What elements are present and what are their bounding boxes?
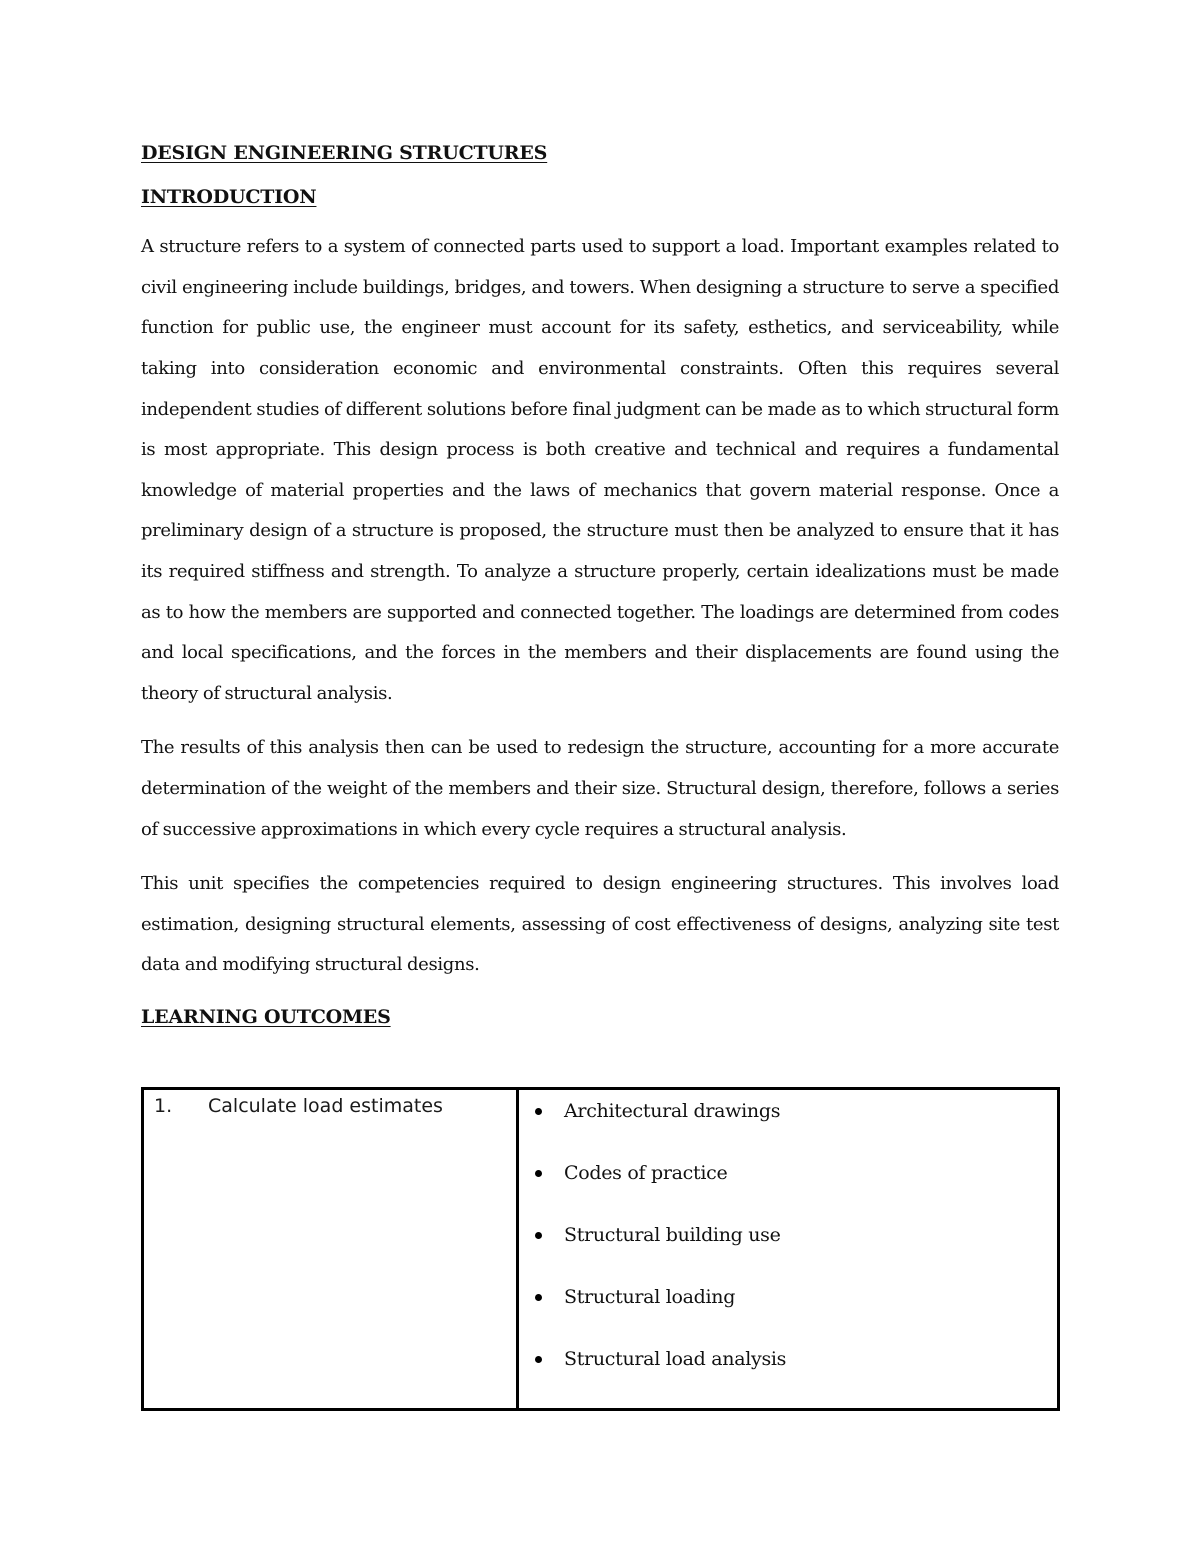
criteria-text: Structural loading (564, 1286, 736, 1308)
outcome-item (144, 1090, 516, 1117)
bullet-icon (535, 1294, 542, 1301)
outcome-number: 1. (154, 1095, 173, 1117)
unit-scope-paragraph: This unit specifies the competencies required to design engineering structures. This involves load estimation, designing structural elements, assessing of cost effectiveness of designs, analyzing site test data and modifying structural designs. (141, 873, 1059, 976)
list-item (533, 1098, 1057, 1160)
list-item (533, 1284, 1057, 1346)
criteria-cell (518, 1089, 1059, 1410)
document-body (141, 140, 1059, 1030)
outcome-cell (143, 1089, 518, 1410)
document-title: DESIGN ENGINEERING STRUCTURES (141, 142, 548, 164)
outcome-text: Calculate load estimates (208, 1095, 443, 1117)
criteria-text: Structural building use (564, 1224, 781, 1246)
introduction-heading: INTRODUCTION (141, 185, 317, 208)
list-item (533, 1222, 1057, 1284)
list-item (533, 1346, 1057, 1408)
criteria-text: Architectural drawings (564, 1100, 781, 1122)
criteria-text: Codes of practice (564, 1162, 728, 1184)
list-item (533, 1160, 1057, 1222)
analysis-paragraph: The results of this analysis then can be used to redesign the structure, accounting for a more accurate determination of the weight of the members and their size. Structural design, therefore, follows a series of successive approximations in which every cycle requires a structural analysis. (141, 737, 1059, 840)
bullet-icon (535, 1232, 542, 1239)
learning-outcomes-table (141, 1087, 1060, 1411)
bullet-icon (535, 1170, 542, 1177)
introduction-paragraph: A structure refers to a system of connected parts used to support a load. Important examples related to civil engineering include buildings, bridges, and towers. When designing a structure to serve a specified function for public use, the engineer must account for its safety, esthetics, and serviceability, while taking into consideration economic and environmental constraints. Often this requires several independent studies of different solutions before final judgment can be made as to which structural form is most appropriate. This design process is both creative and technical and requires a fundamental knowledge of material properties and the laws of mechanics that govern material response. Once a preliminary design of a structure is proposed, the structure must then be analyzed to ensure that it has its required stiffness and strength. To analyze a structure properly, certain idealizations must be made as to how the members are supported and connected together. The loadings are determined from codes and local specifications, and the forces in the members and their displacements are found using the theory of structural analysis. (141, 236, 1059, 704)
bullet-icon (535, 1108, 542, 1115)
learning-outcomes-heading: LEARNING OUTCOMES (141, 1005, 391, 1028)
table-row (143, 1089, 1059, 1410)
criteria-list (519, 1090, 1057, 1408)
criteria-text: Structural load analysis (564, 1348, 787, 1370)
bullet-icon (535, 1356, 542, 1363)
